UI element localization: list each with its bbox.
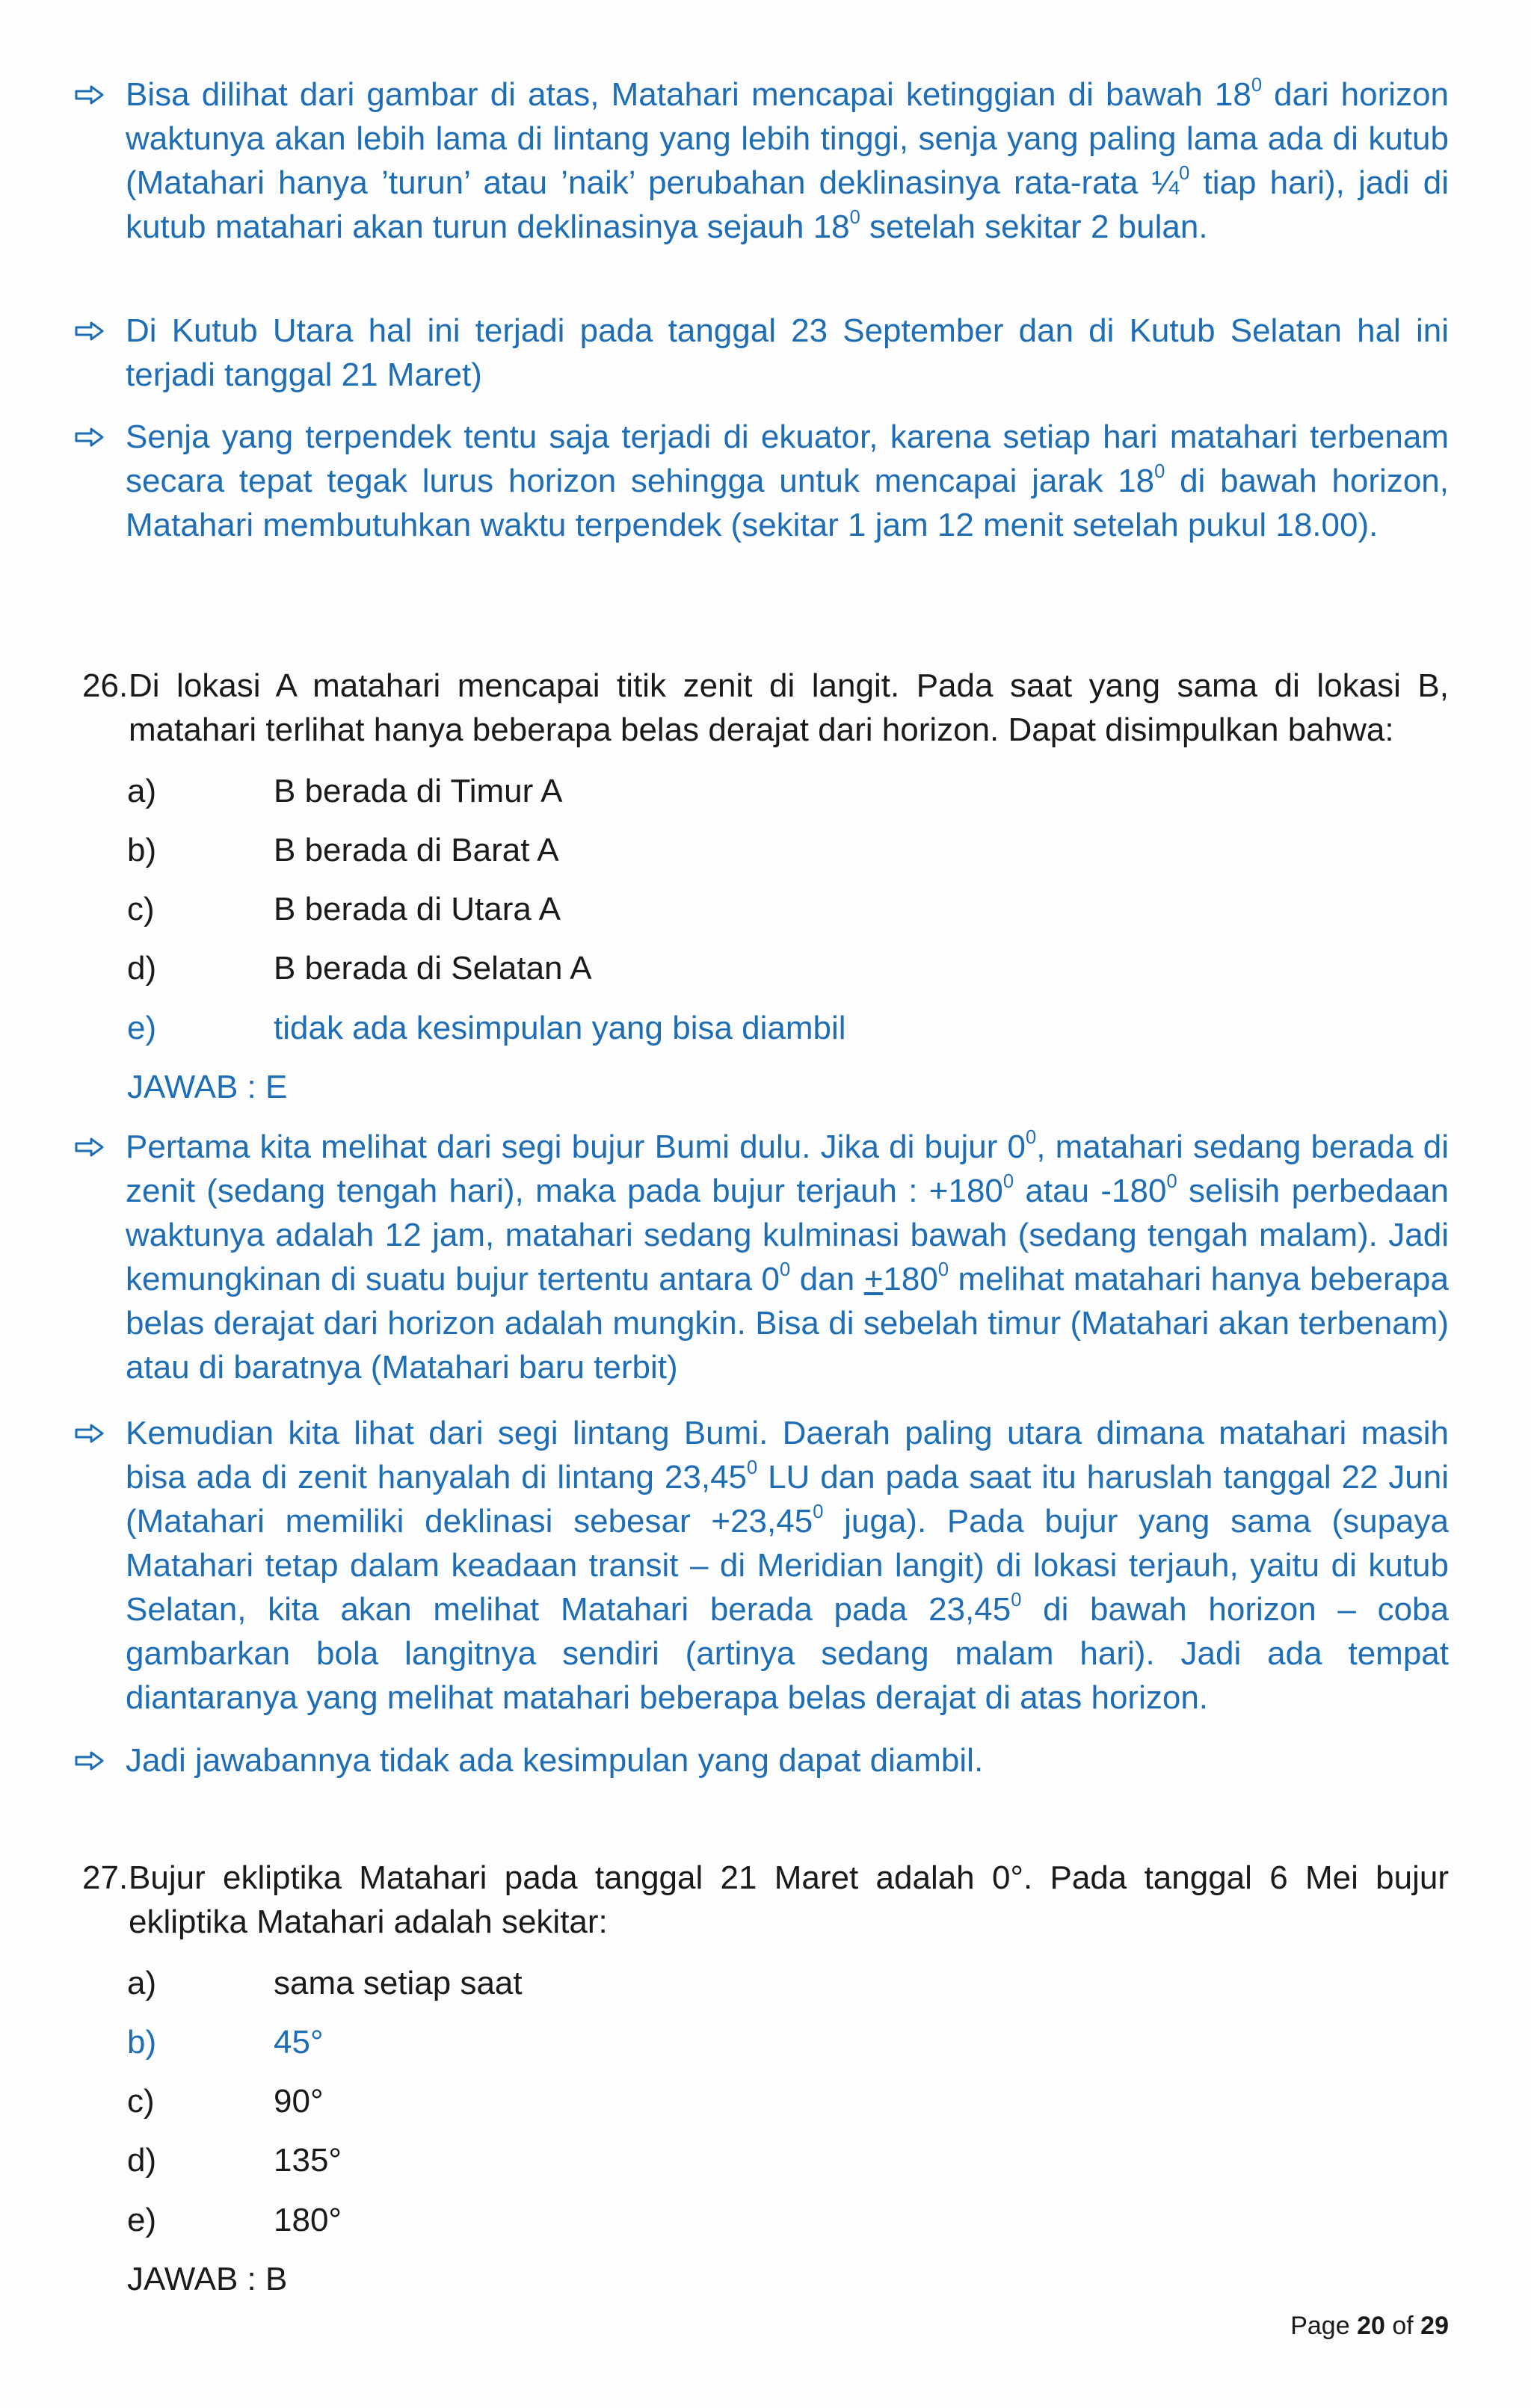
superscript: 0 xyxy=(1154,460,1165,482)
text: atau -180 xyxy=(1014,1173,1167,1209)
superscript: 0 xyxy=(747,1457,758,1478)
superscript: 0 xyxy=(937,1259,949,1280)
right-arrow-icon xyxy=(75,1423,105,1444)
text: setelah sekitar 2 bulan. xyxy=(860,209,1208,245)
text: Pertama kita melihat dari segi bujur Bumi dulu. Jika di bujur 0 xyxy=(126,1129,1026,1165)
question-26 xyxy=(82,664,1449,752)
question-number: 27. xyxy=(82,1859,129,1896)
question-27 xyxy=(82,1856,1449,1944)
text: Bisa dilihat dari gambar di atas, Matahari mencapai ketinggian di bawah 18 xyxy=(126,76,1251,113)
option-letter: b) xyxy=(127,2024,157,2060)
text: juga). Pada bujur yang sama (supaya Matahari tetap dalam keadaan transit – di Meridian langit) di lokasi terjauh, yaitu di kutub Selatan, kita akan melihat Matahari berada pada 23,45 xyxy=(126,1503,1449,1628)
right-arrow-icon xyxy=(75,427,105,448)
text: Senja yang terpendek tentu saja terjadi di ekuator, karena setiap hari matahari terbenam secara tepat tegak lurus horizon sehingga untuk mencapai jarak 18 xyxy=(126,419,1449,499)
text: di bawah horizon – coba gambarkan bola langitnya sendiri (artinya sedang malam hari). Jadi ada tempat diantaranya yang melihat matahari beberapa belas derajat di atas horizon. xyxy=(126,1591,1449,1716)
explanation-bullet xyxy=(126,1125,1449,1389)
option-letter: a) xyxy=(127,773,157,809)
option-text: sama setiap saat xyxy=(274,1965,523,2001)
superscript: 0 xyxy=(1166,1170,1177,1192)
text: tiap hari), jadi di kutub matahari akan turun deklinasinya sejauh 18 xyxy=(126,164,1449,245)
plus-minus-sign: + xyxy=(863,1261,884,1297)
option-text: 180° xyxy=(274,2202,342,2238)
option-text: B berada di Timur A xyxy=(274,773,563,809)
text: Kemudian kita lihat dari segi lintang Bumi. Daerah paling utara dimana matahari masih bisa ada di zenit hanyalah di lintang 23,45 xyxy=(126,1415,1449,1495)
explanation-bullet xyxy=(126,1738,1449,1782)
footer-of-word: of xyxy=(1392,2312,1414,2340)
explanation-bullet xyxy=(126,415,1449,547)
footer-page-number: 20 xyxy=(1357,2312,1385,2340)
option-letter: b) xyxy=(127,832,157,868)
text: Di Kutub Utara hal ini terjadi pada tanggal 23 September dan di Kutub Selatan hal ini terjadi tanggal 21 Maret) xyxy=(126,312,1449,393)
option-letter: e) xyxy=(127,1010,157,1046)
option-text: B berada di Barat A xyxy=(274,832,559,868)
footer-page-word: Page xyxy=(1290,2312,1350,2340)
footer-total-pages: 29 xyxy=(1420,2312,1449,2340)
explanation-bullet xyxy=(126,72,1449,249)
page-footer xyxy=(1290,2311,1449,2341)
superscript: 0 xyxy=(1179,162,1190,184)
text: 180 xyxy=(883,1261,938,1297)
text: LU dan pada saat itu haruslah tanggal 22 Juni (Matahari memiliki deklinasi sebesar +23,45 xyxy=(126,1459,1450,1540)
option-text: 45° xyxy=(274,2024,324,2060)
option-letter: c) xyxy=(127,891,155,927)
superscript: 0 xyxy=(849,206,860,228)
option-letter: a) xyxy=(127,1965,157,2001)
superscript: 0 xyxy=(1011,1589,1022,1611)
text: Jadi jawabannya tidak ada kesimpulan yang dapat diambil. xyxy=(126,1742,984,1779)
superscript: 0 xyxy=(1026,1126,1037,1148)
answer-label: JAWAB : E xyxy=(127,1069,288,1105)
option-text: 90° xyxy=(274,2083,324,2120)
question-number: 26. xyxy=(82,667,129,704)
explanation-bullet xyxy=(126,309,1449,397)
text: , matahari sedang berada di zenit (sedang tengah hari), maka pada bujur terjauh : +180 xyxy=(126,1129,1449,1209)
text: di bawah horizon, Matahari membutuhkan waktu terpendek (sekitar 1 jam 12 menit setelah pukul 18.00). xyxy=(126,463,1449,543)
question-text: Bujur ekliptika Matahari pada tanggal 21 Maret adalah 0°. Pada tanggal 6 Mei bujur ekliptika Matahari adalah sekitar: xyxy=(129,1859,1449,1940)
option-letter: d) xyxy=(127,950,157,987)
right-arrow-icon xyxy=(75,1750,105,1771)
superscript: 0 xyxy=(1002,1170,1014,1192)
option-text: B berada di Selatan A xyxy=(274,950,592,987)
option-text: 135° xyxy=(274,2142,342,2179)
option-letter: c) xyxy=(127,2083,155,2120)
text: dari horizon waktunya akan lebih lama di lintang yang lebih tinggi, senja yang paling lama ada di kutub (Matahari hanya ’turun’ atau ’naik’ perubahan deklinasinya rata-rata ¼ xyxy=(126,76,1449,201)
explanation-bullet xyxy=(126,1411,1449,1720)
option-text: B berada di Utara A xyxy=(274,891,561,927)
option-letter: d) xyxy=(127,2142,157,2179)
question-text: Di lokasi A matahari mencapai titik zenit di langit. Pada saat yang sama di lokasi B, matahari terlihat hanya beberapa belas derajat dari horizon. Dapat disimpulkan bahwa: xyxy=(129,667,1449,748)
option-text: tidak ada kesimpulan yang bisa diambil xyxy=(274,1010,846,1046)
right-arrow-icon xyxy=(75,321,105,342)
superscript: 0 xyxy=(780,1259,791,1280)
superscript: 0 xyxy=(813,1501,824,1522)
text: selisih perbedaan waktunya adalah 12 jam, matahari sedang kulminasi bawah (sedang tengah malam). Jadi kemungkinan di suatu bujur tertentu antara 0 xyxy=(126,1173,1449,1297)
right-arrow-icon xyxy=(75,84,105,105)
option-letter: e) xyxy=(127,2202,157,2238)
superscript: 0 xyxy=(1251,74,1263,96)
answer-label: JAWAB : B xyxy=(127,2261,288,2297)
text: dan xyxy=(790,1261,864,1297)
right-arrow-icon xyxy=(75,1137,105,1158)
text: melihat matahari hanya beberapa belas derajat dari horizon adalah mungkin. Bisa di sebelah timur (Matahari akan terbenam) atau di baratnya (Matahari baru terbit) xyxy=(126,1261,1449,1386)
